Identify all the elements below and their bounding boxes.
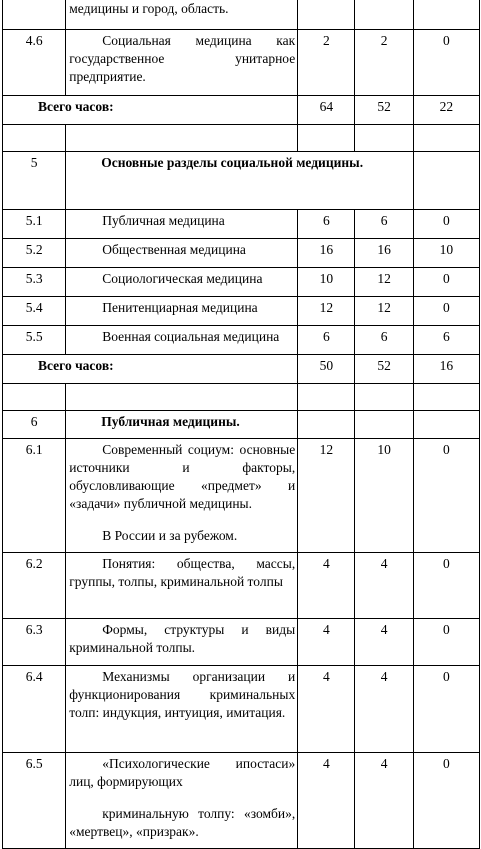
hours-lecture: 12 [355,268,413,297]
row-code: 6.3 [3,619,66,666]
row-code: 6.2 [3,553,66,619]
hours-practice: 0 [413,210,479,239]
hours-total: 4 [298,753,355,849]
hours-lecture: 6 [355,210,413,239]
hours-total: 12 [298,439,355,553]
hours-practice: 0 [413,619,479,666]
hours-total: 10 [298,268,355,297]
empty-cell [3,384,66,411]
hours-lecture: 6 [355,326,413,355]
topic-cell [66,439,298,553]
topic-title: Социальная медицина как государственное унитарное предприятие. [66,30,298,96]
total-row [3,96,480,125]
hours-practice: 0 [413,30,479,96]
total-lecture: 52 [355,355,413,384]
total-practice: 16 [413,355,479,384]
table-row [3,297,480,326]
empty-cell [413,152,479,210]
topic-note: В России и за рубежом. [102,528,238,543]
table-row [3,619,480,666]
empty-cell [355,384,413,411]
table-row [3,666,480,753]
hours-total: 12 [298,297,355,326]
row-code: 5.3 [3,268,66,297]
row-code: 5.4 [3,297,66,326]
empty-cell [413,411,479,439]
section-row [3,411,480,439]
total-hours: 64 [298,96,355,125]
section-title: Публичная медицины. [66,411,298,439]
hours-total [298,0,355,30]
empty-cell [298,125,355,152]
topic-title: Механизмы организации и функционирования криминальных толп: индукция, интуиция, имитация. [66,666,298,753]
section-code: 6 [3,411,66,439]
topic-title: Современный социум: основные источники и факторы, обусловливающие «предмет» и «задачи» публичной медицины. [69,442,296,511]
empty-cell [3,125,66,152]
hours-lecture: 10 [355,439,413,553]
hours-total: 6 [298,210,355,239]
hours-lecture: 4 [355,553,413,619]
hours-lecture: 16 [355,239,413,268]
table-row [3,326,480,355]
topic-title: Пенитенциарная медицина [66,297,298,326]
hours-total: 4 [298,553,355,619]
topic-title: Формы, структуры и виды криминальной толпы. [66,619,298,666]
hours-practice: 0 [413,268,479,297]
hours-total: 4 [298,619,355,666]
topic-title: Общественная медицина [66,239,298,268]
row-code: 6.1 [3,439,66,553]
blank-row [3,384,480,411]
topic-title-cont: криминальную толпу: «зомби», «мертвец», «призрак». [69,806,296,839]
topic-title: Военная социальная медицина [66,326,298,355]
empty-cell [298,411,355,439]
total-lecture: 52 [355,96,413,125]
section-row [3,152,480,210]
table-row [3,753,480,849]
empty-cell [298,384,355,411]
hours-practice: 10 [413,239,479,268]
hours-total: 16 [298,239,355,268]
topic-title: Понятия: общества, массы, группы, толпы, криминальной толпы [66,553,298,619]
hours-lecture: 4 [355,753,413,849]
hours-practice [413,0,479,30]
hours-lecture: 12 [355,297,413,326]
table-row [3,0,480,30]
row-code: 5.5 [3,326,66,355]
row-code: 6.4 [3,666,66,753]
hours-practice: 0 [413,553,479,619]
section-title: Основные разделы социальной медицины. [66,152,413,210]
empty-cell [413,125,479,152]
topic-cell [66,753,298,849]
row-code [3,0,66,30]
hours-lecture: 4 [355,619,413,666]
row-code: 5.2 [3,239,66,268]
hours-practice: 6 [413,326,479,355]
empty-cell [413,384,479,411]
topic-title: «Психологические ипостаси» лиц, формирующих [69,756,296,789]
hours-practice: 0 [413,753,479,849]
table-row [3,439,480,553]
hours-practice: 0 [413,297,479,326]
hours-practice: 0 [413,439,479,553]
empty-cell [66,125,298,152]
hours-lecture: 4 [355,666,413,753]
hours-total: 2 [298,30,355,96]
topic-title: медицины и город, область. [66,0,298,30]
row-code: 4.6 [3,30,66,96]
hours-total: 4 [298,666,355,753]
blank-row [3,125,480,152]
hours-lecture: 2 [355,30,413,96]
empty-cell [355,125,413,152]
topic-title: Социологическая медицина [66,268,298,297]
total-row [3,355,480,384]
topic-title: Публичная медицина [66,210,298,239]
table-row [3,553,480,619]
total-practice: 22 [413,96,479,125]
table-row [3,210,480,239]
hours-total: 6 [298,326,355,355]
total-label: Всего часов: [3,96,298,125]
table-row [3,239,480,268]
row-code: 6.5 [3,753,66,849]
table-row [3,268,480,297]
section-code: 5 [3,152,66,210]
row-code: 5.1 [3,210,66,239]
hours-practice: 0 [413,666,479,753]
curriculum-table [2,0,480,849]
table-row [3,30,480,96]
empty-cell [355,411,413,439]
hours-lecture [355,0,413,30]
empty-cell [66,384,298,411]
total-hours: 50 [298,355,355,384]
total-label: Всего часов: [3,355,298,384]
